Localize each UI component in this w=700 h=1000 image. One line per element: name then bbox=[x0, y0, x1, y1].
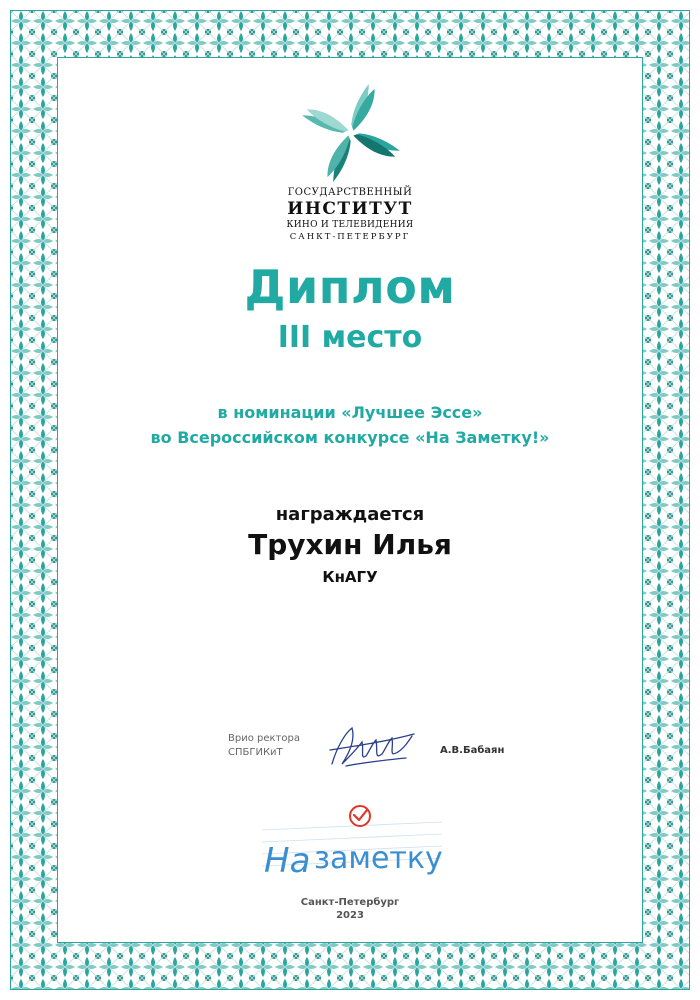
diploma-place: III место bbox=[277, 320, 423, 355]
footer-year: 2023 bbox=[336, 910, 364, 921]
nomination-line2: во Всероссийском конкурсе «На Заметку!» bbox=[150, 428, 550, 447]
signatory-role-line1: Врио ректора bbox=[228, 733, 300, 744]
handwritten-signature bbox=[326, 720, 418, 772]
institute-name-line1: ГОСУДАРСТВЕННЫЙ bbox=[287, 187, 413, 198]
brand-text-zametku: заметку bbox=[314, 841, 443, 876]
nomination-line1: в номинации «Лучшее Эссе» bbox=[217, 403, 483, 422]
signatory-role bbox=[228, 732, 300, 760]
signatory-role-line2: СПБГИКиТ bbox=[228, 747, 283, 758]
institute-name-line3: КИНО И ТЕЛЕВИДЕНИЯ bbox=[286, 220, 414, 230]
institute-flower-logo bbox=[296, 78, 406, 188]
recipient-name: Трухин Илья bbox=[248, 528, 452, 561]
recipient-organization: КнАГУ bbox=[322, 568, 378, 586]
signatory-name: А.В.Бабаян bbox=[440, 745, 505, 756]
brand-text-na: На bbox=[264, 841, 311, 881]
institute-name-line2: ИНСТИТУТ bbox=[287, 199, 413, 219]
institute-name-line4: САНКТ-ПЕТЕРБУРГ bbox=[289, 232, 411, 242]
diploma-title: Диплом bbox=[244, 260, 456, 314]
awarded-label: награждается bbox=[275, 504, 425, 525]
na-zametku-logo bbox=[256, 800, 446, 886]
footer-place-date bbox=[58, 896, 642, 922]
diploma-content bbox=[58, 58, 642, 942]
footer-city: Санкт-Петербург bbox=[300, 897, 400, 908]
